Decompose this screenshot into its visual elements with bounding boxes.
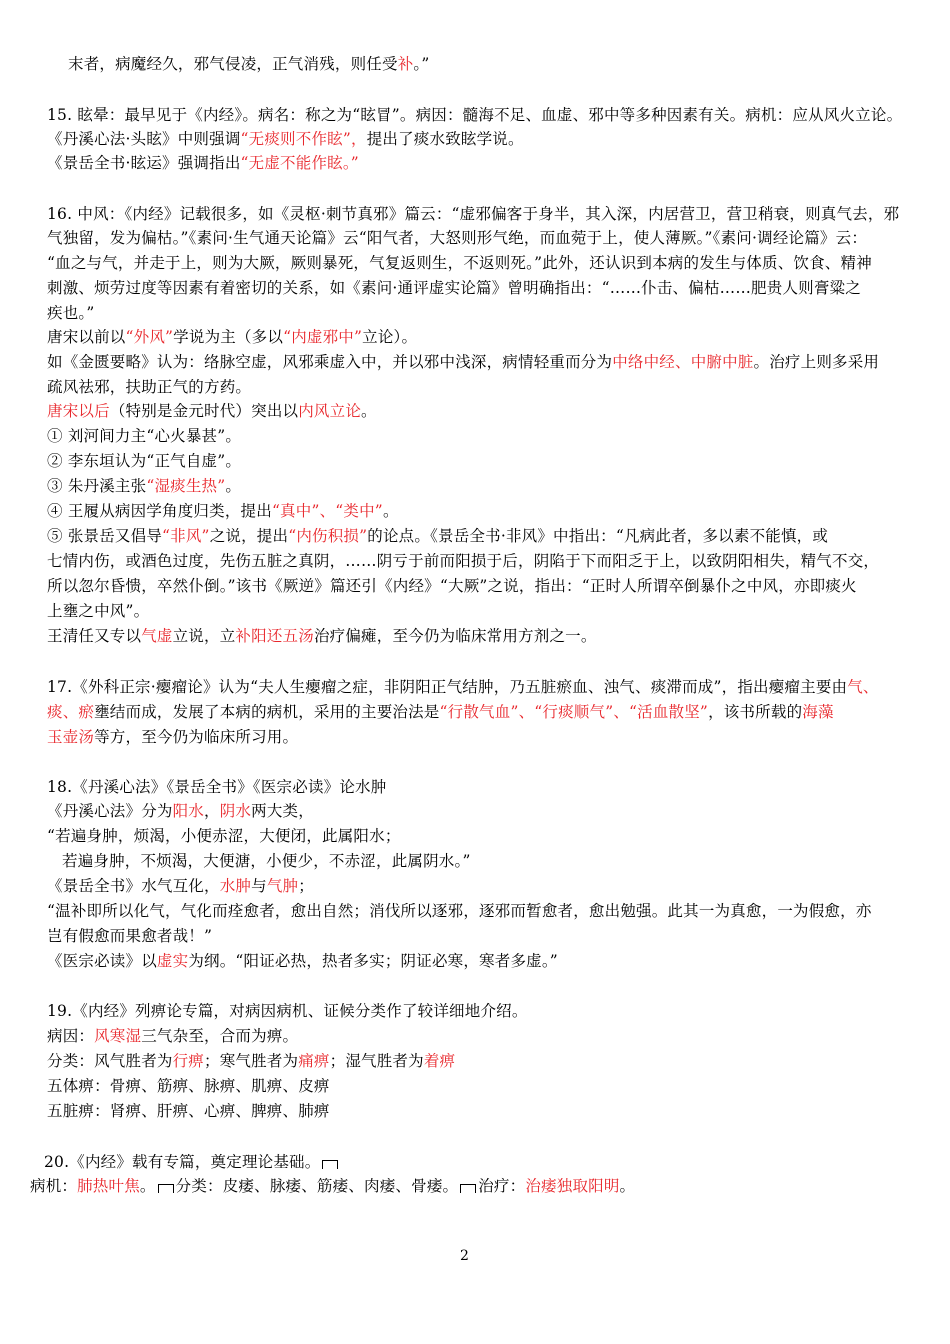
text-segment: 18.《丹溪心法》《景岳全书》《医宗必读》论水肿 — [47, 778, 387, 796]
text-segment: 。 — [225, 477, 242, 495]
page-number: 2 — [460, 1248, 469, 1264]
text-segment: ，该书所载的 — [708, 703, 803, 721]
highlighted-text: 中络中经、中腑中脏 — [612, 353, 754, 371]
text-line — [47, 526, 828, 546]
text-segment: 唐宋以前以 — [47, 328, 126, 346]
text-segment: 与 — [251, 877, 267, 895]
text-segment: 如《金匮要略》认为：络脉空虚，风邪乘虚入中，并以邪中浅深，病情轻重而分为 — [47, 353, 613, 371]
text-line — [47, 153, 359, 173]
text-segment: 《丹溪心法》分为 — [47, 802, 173, 820]
highlighted-text: 补 — [397, 55, 414, 73]
text-segment: ；湿气胜者为 — [329, 1052, 424, 1070]
text-line — [47, 626, 597, 646]
highlighted-text: 内风立论 — [298, 402, 362, 420]
text-segment: 末者，病魔经久，邪气侵凌，正气消残，则任受 — [68, 55, 398, 73]
text-segment: 刺激、烦劳过度等因素有着密切的关系，如《素问·通评虚实论篇》曾明确指出：“……仆击、偏枯……肥贵人则膏粱之 — [47, 279, 861, 297]
text-segment: 所以忽尔昏愦，卒然仆倒。”该书《厥逆》篇还引《内经》“大厥”之说，指出：“正时人所谓卒倒暴仆之中风，亦即痰火 — [47, 577, 857, 595]
bracket-mark-icon — [322, 1160, 338, 1169]
text-segment: “若遍身肿，烦渴，小便赤涩，大便闭，此属阳水； — [47, 827, 401, 845]
text-line — [47, 476, 241, 496]
text-segment: 五脏痹：肾痹、肝痹、心痹、脾痹、肺痹 — [47, 1102, 330, 1120]
text-line — [47, 951, 558, 971]
text-segment: ④ 王履从病因学角度归类，提出 — [47, 502, 272, 520]
text-segment: 疾也。” — [47, 304, 95, 322]
highlighted-text: 治痿独取阳明 — [525, 1177, 620, 1195]
highlighted-text: 气肿 — [266, 877, 299, 895]
text-segment: 。治疗上则多采用 — [753, 353, 880, 371]
text-segment: 分类：皮痿、脉痿、筋痿、肉痿、骨痿。 — [175, 1177, 459, 1195]
highlighted-text: 水肿 — [219, 877, 252, 895]
highlighted-text: 阴水 — [219, 802, 252, 820]
highlighted-text: 唐宋以后 — [47, 402, 110, 420]
text-segment: 《医宗必读》以 — [47, 952, 157, 970]
text-segment: 治疗： — [478, 1177, 526, 1195]
highlighted-text: 虚实 — [156, 952, 189, 970]
text-segment: 分类：风气胜者为 — [47, 1052, 173, 1070]
text-segment: 岂有假愈而果愈者哉！” — [47, 927, 213, 945]
text-segment: 立论）。 — [362, 328, 418, 346]
highlighted-text: “无虚不能作眩。” — [240, 154, 359, 172]
text-line — [47, 1101, 330, 1121]
text-line — [47, 826, 401, 846]
text-segment: 王清任又专以 — [47, 627, 142, 645]
highlighted-text: 痰、瘀 — [47, 703, 95, 721]
text-line — [47, 451, 241, 471]
text-segment: 治疗偏瘫，至今仍为临床常用方剂之一。 — [313, 627, 597, 645]
text-segment: 提出了痰水致眩学说。 — [366, 130, 524, 148]
text-line — [47, 1051, 455, 1071]
text-segment: 《丹溪心法·头眩》中则强调 — [47, 130, 241, 148]
text-segment: ③ 朱丹溪主张 — [47, 477, 147, 495]
text-segment: 壅结而成，发展了本病的病机，采用的主要治法是 — [94, 703, 440, 721]
text-line — [47, 901, 872, 921]
text-line — [47, 327, 417, 347]
text-segment: 病机： — [30, 1177, 78, 1195]
text-line — [47, 576, 857, 596]
text-line — [47, 1076, 330, 1096]
text-line — [47, 204, 899, 224]
highlighted-text: “湿痰生热” — [146, 477, 226, 495]
highlighted-text: “非风” — [162, 527, 210, 545]
highlighted-text: “外风” — [125, 328, 174, 346]
text-segment: ② 李东垣认为“正气自虚”。 — [47, 452, 242, 470]
text-line — [47, 278, 861, 298]
text-line — [68, 54, 429, 74]
highlighted-text: “行散气血”、“行痰顺气”、“活血散坚” — [439, 703, 709, 721]
text-segment: 19.《内经》列痹论专篇，对病因病机、证候分类作了较详细地介绍。 — [47, 1002, 528, 1020]
highlighted-text: 风寒湿 — [94, 1027, 142, 1045]
highlighted-text: “内伤积损” — [288, 527, 368, 545]
text-segment: 的论点。《景岳全书·非风》中指出：“凡病此者，多以素不能慎，或 — [367, 527, 829, 545]
highlighted-text: 补阳还五汤 — [235, 627, 314, 645]
text-segment: 等方，至今仍为临床所习用。 — [94, 728, 299, 746]
text-line — [47, 551, 879, 571]
text-line — [47, 129, 524, 149]
text-segment: 病因： — [47, 1027, 95, 1045]
highlighted-text: 阳水 — [172, 802, 205, 820]
text-segment: （特别是金元时代）突出以 — [109, 402, 299, 420]
text-line — [47, 1001, 528, 1021]
text-segment: 16. 中风：《内经》记载很多，如《灵枢·刺节真邪》篇云：“虚邪偏客于身半，其入深，内居营卫，营卫稍衰，则真气去，邪 — [47, 205, 900, 223]
text-segment: 。 — [619, 1177, 636, 1195]
text-segment: 五体痹：骨痹、筋痹、脉痹、肌痹、皮痹 — [47, 1077, 330, 1095]
text-line — [47, 1026, 298, 1046]
text-segment: 气独留，发为偏枯。”《素问·生气通天论篇》云“阳气者，大怒则形气绝，而血菀于上，使人薄厥。”《素问·调经论篇》云： — [47, 229, 868, 247]
text-segment: 学说为主（多以 — [173, 328, 284, 346]
text-segment: ；寒气胜者为 — [204, 1052, 299, 1070]
highlighted-text: 气、 — [847, 678, 879, 696]
text-line — [47, 105, 902, 125]
highlighted-text: “无痰则不作眩”， — [240, 130, 367, 148]
text-segment: 之说，提出 — [209, 527, 289, 545]
text-segment: 。” — [413, 55, 430, 73]
text-segment: 。 — [382, 502, 399, 520]
text-segment: ， — [204, 802, 220, 820]
text-segment: 20.《内经》载有专篇，奠定理论基础。 — [44, 1153, 321, 1171]
text-segment: 。 — [139, 1177, 156, 1195]
highlighted-text: 痛痹 — [298, 1052, 330, 1070]
text-line — [47, 601, 149, 621]
text-segment: 《景岳全书》水气互化， — [47, 877, 220, 895]
highlighted-text: 玉壶汤 — [47, 728, 95, 746]
highlighted-text: 气虚 — [141, 627, 173, 645]
text-line — [47, 352, 879, 372]
text-line — [47, 303, 94, 323]
text-segment: 立说，立 — [172, 627, 236, 645]
text-line — [47, 777, 386, 797]
text-line — [44, 1152, 340, 1172]
text-line — [47, 501, 399, 521]
text-line — [47, 228, 867, 248]
text-line — [30, 1176, 635, 1196]
text-line — [47, 377, 251, 397]
text-segment: 七情内伤，或酒色过度，先伤五脏之真阴，……阴亏于前而阳损于后，阴陷于下而阳乏于上，以致阴阳相失，精气不交， — [47, 552, 880, 570]
text-line — [47, 876, 314, 896]
highlighted-text: “内虚邪中” — [283, 328, 363, 346]
text-line — [47, 426, 241, 446]
text-segment: 15. 眩晕：最早见于《内经》。病名：称之为“眩冒”。病因：髓海不足、血虚、邪中等多种因素有关。病机：应从风火立论。 — [47, 106, 903, 124]
text-segment: “温补即所以化气，气化而痊愈者，愈出自然；消伐所以逐邪，逐邪而暂愈者，愈出勉强。此其一为真愈，一为假愈，亦 — [47, 902, 872, 920]
highlighted-text: 肺热叶焦 — [77, 1177, 140, 1195]
text-segment: 疏风祛邪，扶助正气的方药。 — [47, 378, 252, 396]
text-segment: 三气杂至，合而为痹。 — [141, 1027, 299, 1045]
highlighted-text: 行痹 — [172, 1052, 205, 1070]
text-segment: ① 刘河间力主“心火暴甚”。 — [47, 427, 242, 445]
highlighted-text: “真中”、“类中” — [271, 502, 383, 520]
text-segment: 17.《外科正宗·瘿瘤论》认为“夫人生瘿瘤之症，非阴阳正气结肿，乃五脏瘀血、浊气、痰滞而成”，指出瘿瘤主要由 — [47, 678, 848, 696]
text-line — [47, 727, 298, 747]
text-line — [47, 253, 872, 273]
text-segment: 若遍身肿，不烦渴，大便溏，小便少，不赤涩，此属阴水。” — [62, 852, 471, 870]
text-segment: 《景岳全书·眩运》强调指出 — [47, 154, 241, 172]
text-line — [47, 677, 879, 697]
text-segment: 为纲。“阳证必热，热者多实；阴证必寒，寒者多虚。” — [188, 952, 558, 970]
text-line — [47, 401, 377, 421]
text-segment: ⑤ 张景岳又倡导 — [47, 527, 163, 545]
text-segment: 。 — [361, 402, 377, 420]
bracket-mark-icon — [158, 1184, 174, 1193]
text-line — [47, 801, 314, 821]
text-line — [47, 702, 834, 722]
text-segment: 上壅之中风”。 — [47, 602, 150, 620]
highlighted-text: 海藻 — [802, 703, 834, 721]
text-segment: 两大类， — [251, 802, 314, 820]
text-segment: “血之与气，并走于上，则为大厥，厥则暴死，气复返则生，不返则死。”此外，还认识到本病的发生与体质、饮食、精神 — [47, 254, 872, 272]
text-segment: ； — [298, 877, 314, 895]
text-line — [62, 851, 471, 871]
text-line — [47, 926, 212, 946]
highlighted-text: 着痹 — [423, 1052, 456, 1070]
bracket-mark-icon — [460, 1184, 476, 1193]
